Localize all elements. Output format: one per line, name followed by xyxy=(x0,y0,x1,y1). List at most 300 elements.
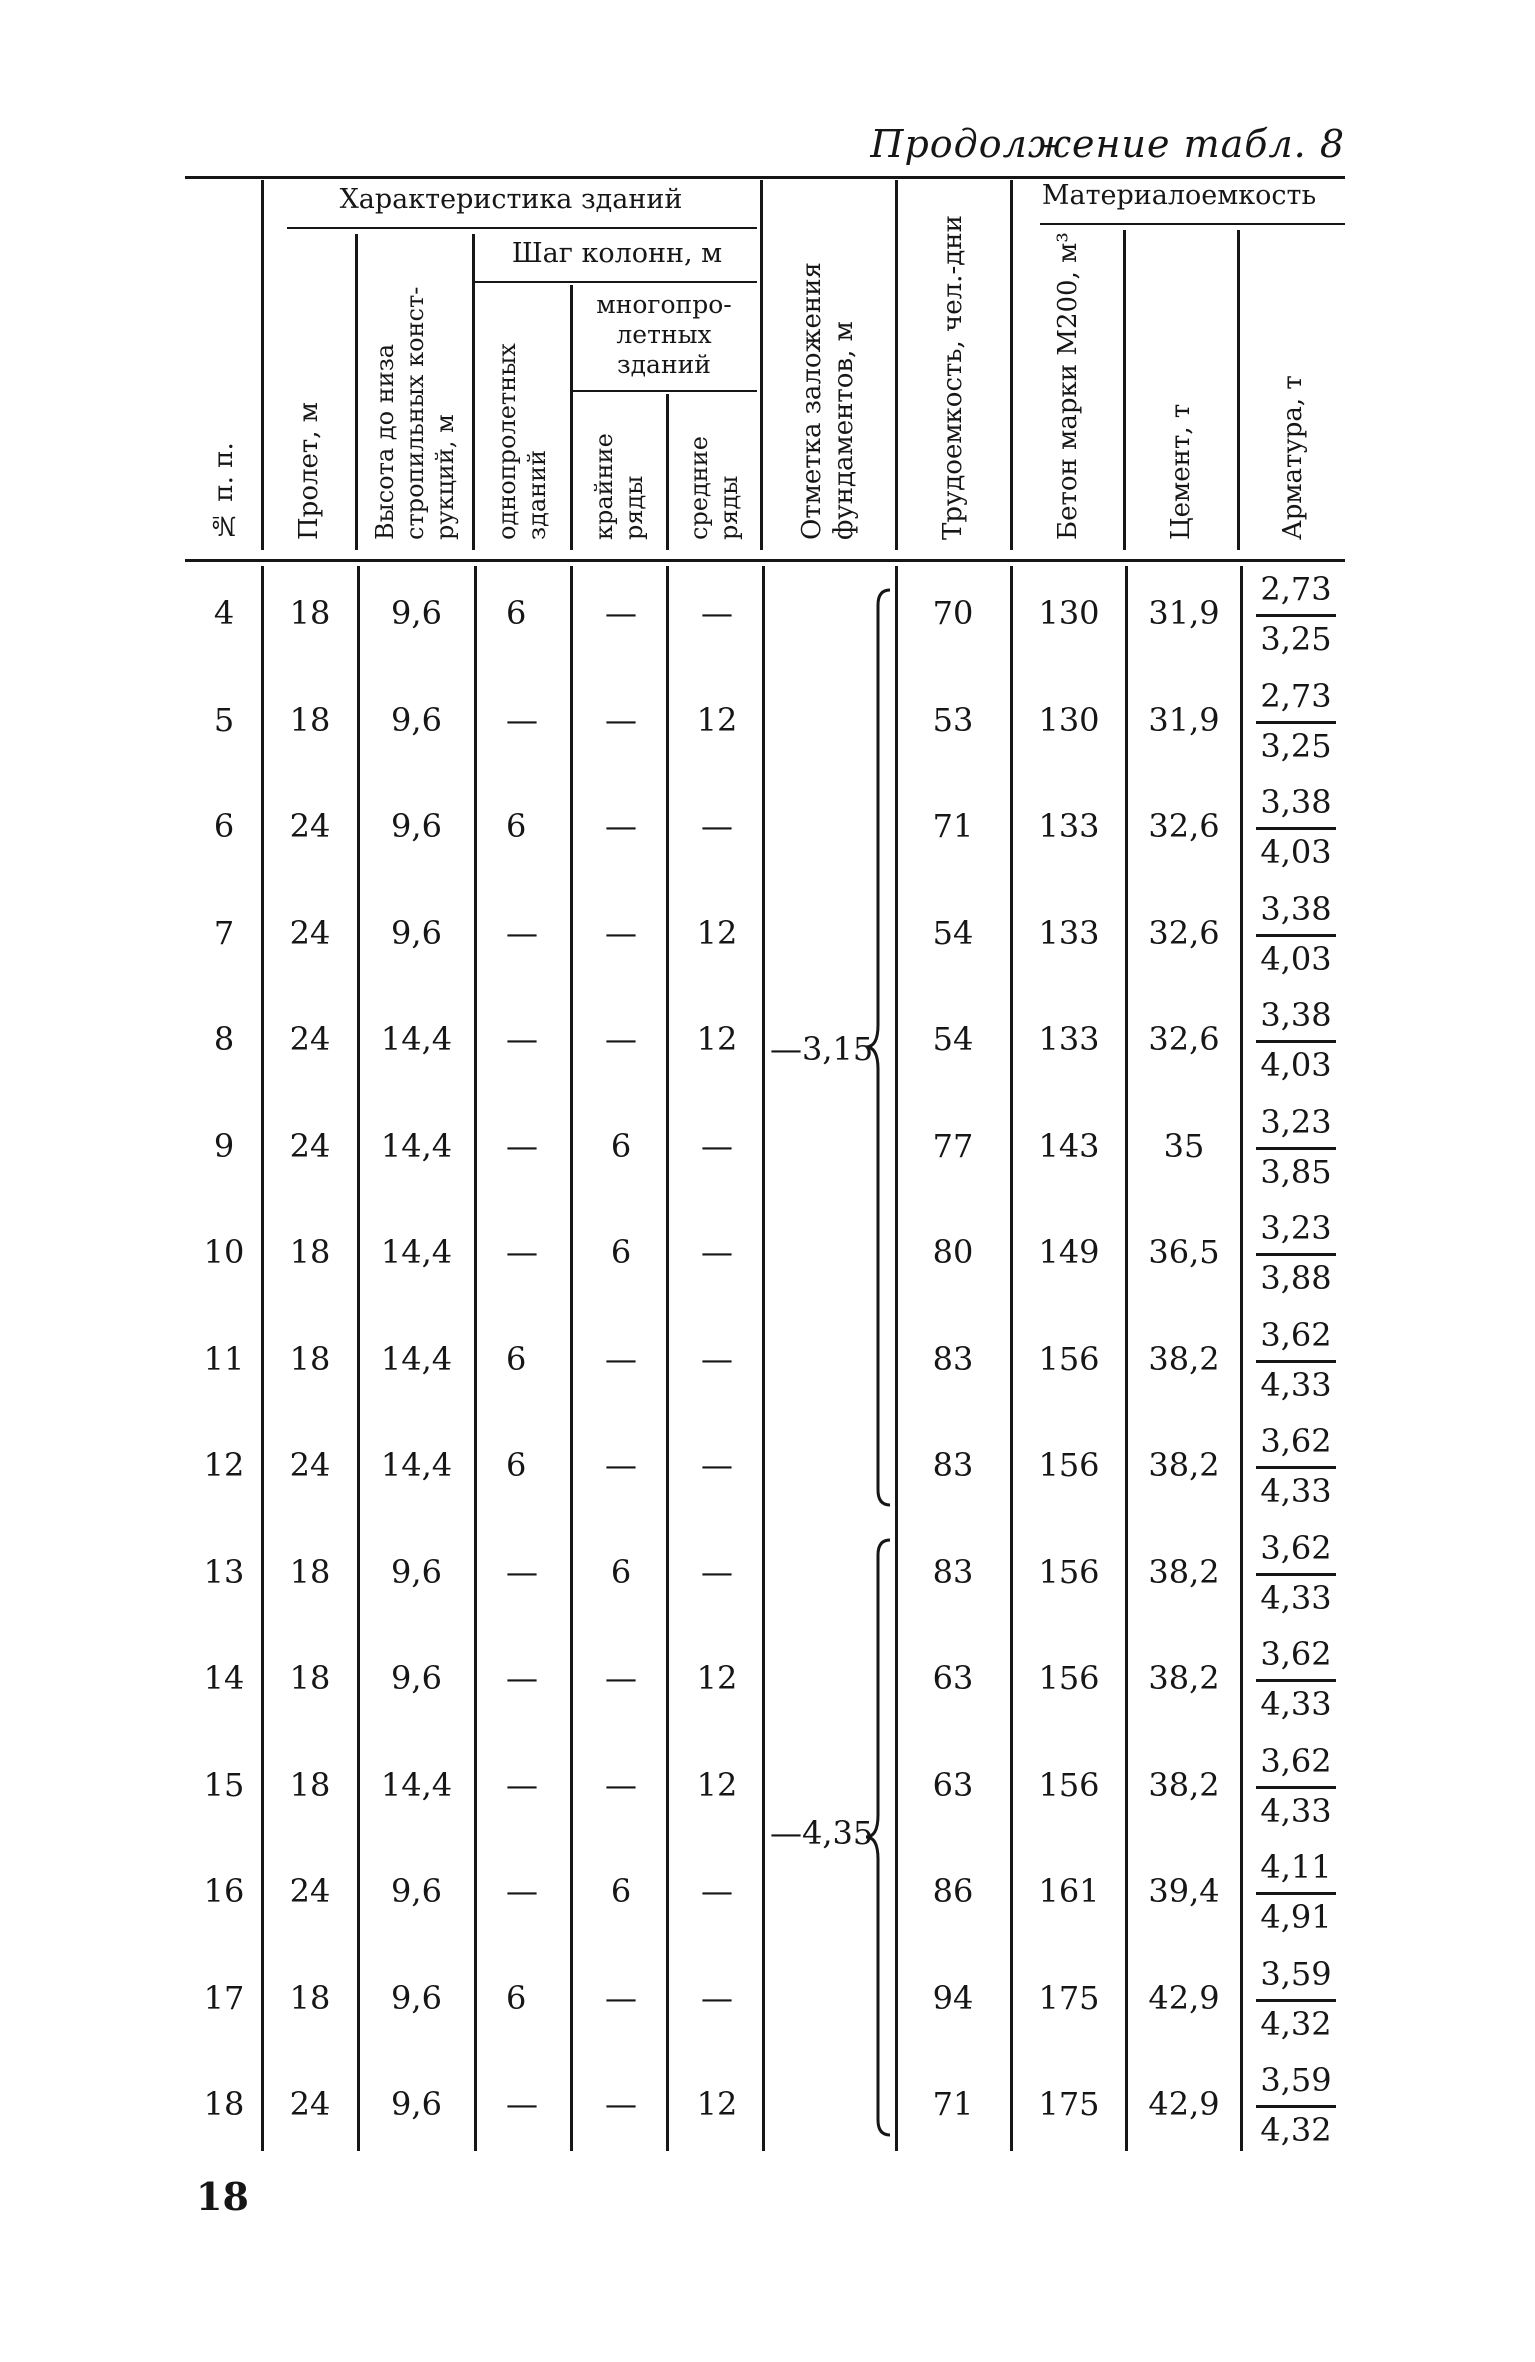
cell-concrete xyxy=(1015,1838,1123,1944)
cell-cement xyxy=(1130,986,1238,1092)
cell-cement xyxy=(1130,1625,1238,1731)
cell-num xyxy=(190,1306,258,1412)
cell-height xyxy=(364,667,469,773)
cell-single-span-value: — xyxy=(506,913,538,952)
rebar-denominator: 3,85 xyxy=(1260,1152,1332,1191)
cell-cement xyxy=(1130,773,1238,879)
cell-num xyxy=(190,773,258,879)
cell-middle-rows-value: 12 xyxy=(696,700,738,739)
cell-single-span-value: 6 xyxy=(506,594,527,632)
cell-rebar xyxy=(1256,568,1336,661)
cell-cement xyxy=(1130,880,1238,986)
rebar-denominator: 3,25 xyxy=(1260,726,1332,765)
cell-concrete xyxy=(1015,560,1123,666)
cell-height xyxy=(364,2051,469,2157)
cell-middle-rows-value: — xyxy=(701,1233,733,1271)
body-divider xyxy=(357,566,360,2151)
cell-height-value: 9,6 xyxy=(391,807,442,845)
cell-outer-rows-value: 6 xyxy=(610,1126,632,1165)
rebar-denominator: 4,32 xyxy=(1260,2111,1332,2149)
cell-single-span xyxy=(482,773,592,879)
cell-outer-rows-value: — xyxy=(605,1659,637,1697)
cell-num-value: 7 xyxy=(213,913,235,952)
cell-concrete xyxy=(1015,1732,1123,1838)
cell-span xyxy=(266,1093,354,1199)
cell-concrete xyxy=(1015,880,1123,986)
cell-outer-rows xyxy=(577,667,665,773)
cell-outer-rows xyxy=(577,1093,665,1199)
cell-num-value: 11 xyxy=(203,1339,245,1378)
group-rule-step xyxy=(475,281,757,283)
cell-outer-rows-value: 6 xyxy=(610,1872,632,1910)
cell-rebar xyxy=(1256,675,1336,768)
cell-labor xyxy=(900,560,1006,666)
cell-middle-rows xyxy=(673,986,761,1092)
cell-num xyxy=(190,1945,258,2051)
cell-concrete-value: 156 xyxy=(1038,1659,1100,1697)
cell-labor-value: 53 xyxy=(932,700,974,739)
rebar-denominator: 4,03 xyxy=(1260,833,1332,871)
cell-middle-rows xyxy=(673,560,761,666)
cell-single-span xyxy=(482,1093,592,1199)
cell-labor-value: 70 xyxy=(932,594,974,632)
cell-height xyxy=(364,1199,469,1305)
cell-single-span-value: — xyxy=(506,1126,538,1165)
cell-height-value: 9,6 xyxy=(391,594,442,632)
cell-outer-rows-value: — xyxy=(605,807,637,845)
cell-concrete xyxy=(1015,1199,1123,1305)
cell-concrete-value: 175 xyxy=(1038,1978,1100,2017)
cell-middle-rows xyxy=(673,2051,761,2157)
cell-single-span xyxy=(482,1945,592,2051)
header-foundation: Отметка заложения фундаментов, м xyxy=(797,262,859,540)
cell-outer-rows xyxy=(577,2051,665,2157)
header-outer-rows: крайние ряды xyxy=(590,433,648,540)
cell-rebar xyxy=(1256,1846,1336,1939)
cell-labor-value: 63 xyxy=(932,1765,974,1804)
cell-single-span-value: 6 xyxy=(506,1339,527,1378)
cell-span xyxy=(266,1519,354,1625)
header-multi-span: многопро- летных зданий xyxy=(596,290,732,379)
cell-labor xyxy=(900,1199,1006,1305)
group-rule-buildings xyxy=(287,227,757,229)
cell-single-span-value: — xyxy=(506,1765,538,1804)
header-divider xyxy=(760,180,763,550)
cell-cement-value: 35 xyxy=(1163,1126,1205,1165)
cell-span xyxy=(266,1625,354,1731)
cell-height-value: 14,4 xyxy=(380,1126,453,1165)
cell-height-value: 14,4 xyxy=(380,1446,453,1484)
cell-single-span xyxy=(482,1306,592,1412)
cell-single-span-value: — xyxy=(506,1020,538,1058)
cell-height-value: 9,6 xyxy=(391,700,442,739)
cell-span xyxy=(266,880,354,986)
cell-cement xyxy=(1130,1093,1238,1199)
rebar-numerator: 3,62 xyxy=(1256,1527,1336,1576)
header-rebar: Арматура, т xyxy=(1278,375,1308,540)
group-rule-multi xyxy=(572,390,757,392)
cell-num xyxy=(190,1732,258,1838)
cell-labor xyxy=(900,880,1006,986)
cell-num xyxy=(190,986,258,1092)
cell-span-value: 24 xyxy=(289,1020,331,1058)
cell-single-span xyxy=(482,1519,592,1625)
cell-middle-rows xyxy=(673,1306,761,1412)
cell-middle-rows-value: — xyxy=(701,1552,733,1591)
rebar-numerator: 2,73 xyxy=(1256,675,1336,724)
cell-single-span xyxy=(482,1732,592,1838)
body-divider xyxy=(261,566,264,2151)
cell-cement-value: 31,9 xyxy=(1148,700,1220,739)
header-height: Высота до низа стропильных конст- рукций, м xyxy=(371,286,459,540)
cell-rebar xyxy=(1256,1527,1336,1620)
cell-span xyxy=(266,1412,354,1518)
cell-rebar xyxy=(1256,2059,1336,2152)
cell-middle-rows-value: — xyxy=(701,1872,733,1910)
cell-cement-value: 38,2 xyxy=(1148,1339,1220,1378)
rebar-numerator: 3,59 xyxy=(1256,1953,1336,2002)
cell-outer-rows xyxy=(577,1306,665,1412)
cell-concrete-value: 156 xyxy=(1038,1446,1100,1484)
cell-labor xyxy=(900,1625,1006,1731)
header-column-step: Шаг колонн, м xyxy=(511,238,723,269)
cell-outer-rows xyxy=(577,1412,665,1518)
cell-num xyxy=(190,667,258,773)
cell-height-value: 14,4 xyxy=(380,1339,453,1378)
cell-middle-rows xyxy=(673,880,761,986)
header-single-span: однопролетных зданий xyxy=(493,343,551,540)
cell-outer-rows xyxy=(577,986,665,1092)
cell-concrete xyxy=(1015,1625,1123,1731)
cell-span-value: 24 xyxy=(289,1446,331,1484)
cell-height-value: 14,4 xyxy=(380,1765,453,1804)
cell-middle-rows-value: — xyxy=(701,807,733,845)
header-divider xyxy=(1123,230,1126,550)
cell-cement xyxy=(1130,1732,1238,1838)
rebar-denominator: 3,25 xyxy=(1260,620,1332,658)
cell-middle-rows xyxy=(673,1945,761,2051)
cell-cement-value: 32,6 xyxy=(1148,1020,1220,1058)
cell-labor xyxy=(900,667,1006,773)
cell-num xyxy=(190,1093,258,1199)
cell-span-value: 18 xyxy=(289,1978,331,2017)
cell-middle-rows-value: 12 xyxy=(696,1765,738,1804)
cell-middle-rows xyxy=(673,1412,761,1518)
cell-span xyxy=(266,1732,354,1838)
cell-cement-value: 42,9 xyxy=(1148,1978,1220,2017)
cell-rebar xyxy=(1256,888,1336,981)
body-divider xyxy=(474,566,477,2151)
header-divider xyxy=(1010,180,1013,550)
cell-height xyxy=(364,1945,469,2051)
cell-span xyxy=(266,986,354,1092)
body-divider xyxy=(1010,566,1013,2151)
cell-outer-rows-value: — xyxy=(605,594,637,632)
rebar-denominator: 4,32 xyxy=(1260,2004,1332,2043)
cell-middle-rows xyxy=(673,1093,761,1199)
cell-cement-value: 38,2 xyxy=(1148,1765,1220,1804)
rebar-denominator: 4,33 xyxy=(1260,1472,1332,1510)
cell-middle-rows-value: — xyxy=(701,1126,733,1165)
cell-middle-rows-value: 12 xyxy=(696,2085,738,2123)
body-divider xyxy=(762,566,765,2151)
cell-cement xyxy=(1130,1838,1238,1944)
cell-rebar xyxy=(1256,1953,1336,2046)
cell-middle-rows xyxy=(673,1519,761,1625)
cell-span xyxy=(266,1838,354,1944)
cell-cement-value: 42,9 xyxy=(1148,2085,1220,2123)
cell-height xyxy=(364,1519,469,1625)
cell-span xyxy=(266,1306,354,1412)
rebar-numerator: 3,23 xyxy=(1256,1101,1336,1150)
header-middle-rows: средние ряды xyxy=(685,436,743,540)
cell-height-value: 9,6 xyxy=(391,913,442,952)
cell-outer-rows xyxy=(577,1625,665,1731)
cell-labor xyxy=(900,1519,1006,1625)
cell-num-value: 8 xyxy=(213,1020,235,1058)
header-divider xyxy=(666,394,669,550)
cell-num-value: 9 xyxy=(213,1126,235,1165)
cell-labor xyxy=(900,1093,1006,1199)
cell-cement xyxy=(1130,560,1238,666)
cell-cement xyxy=(1130,1519,1238,1625)
cell-outer-rows-value: — xyxy=(605,1446,637,1484)
header-divider xyxy=(1237,230,1240,550)
cell-cement xyxy=(1130,1945,1238,2051)
cell-num-value: 5 xyxy=(213,700,235,739)
cell-outer-rows xyxy=(577,880,665,986)
cell-cement xyxy=(1130,1199,1238,1305)
cell-span xyxy=(266,667,354,773)
header-num: № п. п. xyxy=(209,442,239,540)
header-group-buildings: Характеристика зданий xyxy=(339,184,683,215)
cell-cement xyxy=(1130,1412,1238,1518)
cell-num-value: 18 xyxy=(203,2085,245,2123)
cell-cement xyxy=(1130,1306,1238,1412)
cell-outer-rows-value: — xyxy=(605,1978,637,2017)
cell-num-value: 6 xyxy=(213,807,235,845)
cell-single-span-value: — xyxy=(506,1659,538,1697)
cell-outer-rows xyxy=(577,773,665,879)
cell-height xyxy=(364,773,469,879)
body-divider xyxy=(666,566,669,2151)
rebar-denominator: 4,33 xyxy=(1260,1578,1332,1617)
cell-concrete-value: 156 xyxy=(1038,1339,1100,1378)
cell-middle-rows-value: 12 xyxy=(696,913,738,952)
cell-labor-value: 54 xyxy=(932,1020,974,1058)
cell-span-value: 18 xyxy=(289,1765,331,1804)
group-rule-materials xyxy=(1040,223,1345,225)
cell-span-value: 18 xyxy=(289,1552,331,1591)
rebar-numerator: 3,23 xyxy=(1256,1207,1336,1256)
cell-span-value: 18 xyxy=(289,700,331,739)
cell-single-span xyxy=(482,1625,592,1731)
cell-outer-rows xyxy=(577,1945,665,2051)
cell-concrete xyxy=(1015,2051,1123,2157)
cell-outer-rows-value: — xyxy=(605,1339,637,1378)
cell-height xyxy=(364,1732,469,1838)
cell-concrete xyxy=(1015,1412,1123,1518)
header-divider xyxy=(895,180,898,550)
cell-span xyxy=(266,1945,354,2051)
header-divider xyxy=(261,180,264,550)
rebar-denominator: 4,33 xyxy=(1260,1791,1332,1830)
cell-num-value: 14 xyxy=(203,1659,245,1697)
cell-labor-value: 71 xyxy=(932,807,974,845)
cell-cement xyxy=(1130,667,1238,773)
table-caption: Продолжение табл. 8 xyxy=(870,122,1345,166)
cell-concrete-value: 133 xyxy=(1038,807,1100,845)
cell-outer-rows xyxy=(577,1199,665,1305)
cell-middle-rows xyxy=(673,1625,761,1731)
cell-num xyxy=(190,880,258,986)
cell-height-value: 9,6 xyxy=(391,1659,442,1697)
cell-labor xyxy=(900,986,1006,1092)
cell-cement-value: 32,6 xyxy=(1148,807,1220,845)
cell-height xyxy=(364,1093,469,1199)
cell-span-value: 18 xyxy=(289,1659,331,1697)
cell-rebar xyxy=(1256,994,1336,1087)
cell-middle-rows-value: — xyxy=(701,1978,733,2017)
cell-num xyxy=(190,1519,258,1625)
cell-single-span-value: — xyxy=(506,1552,538,1591)
cell-num xyxy=(190,1412,258,1518)
header-cement: Цемент, т xyxy=(1166,403,1196,540)
cell-labor xyxy=(900,1412,1006,1518)
header-divider xyxy=(570,285,573,550)
cell-num xyxy=(190,560,258,666)
cell-single-span-value: 6 xyxy=(506,1446,527,1484)
cell-single-span xyxy=(482,1412,592,1518)
cell-num-value: 13 xyxy=(203,1552,245,1591)
cell-outer-rows-value: — xyxy=(605,700,637,739)
cell-span xyxy=(266,2051,354,2157)
cell-span-value: 24 xyxy=(289,913,331,952)
rebar-denominator: 4,03 xyxy=(1260,939,1332,978)
cell-cement-value: 38,2 xyxy=(1148,1552,1220,1591)
cell-num xyxy=(190,1199,258,1305)
cell-span-value: 24 xyxy=(289,2085,331,2123)
cell-rebar xyxy=(1256,1207,1336,1300)
cell-outer-rows-value: — xyxy=(605,913,637,952)
cell-concrete-value: 156 xyxy=(1038,1765,1100,1804)
rebar-numerator: 2,73 xyxy=(1256,568,1336,617)
cell-middle-rows xyxy=(673,773,761,879)
cell-num xyxy=(190,1625,258,1731)
cell-concrete xyxy=(1015,773,1123,879)
cell-rebar xyxy=(1256,1314,1336,1407)
rebar-numerator: 3,59 xyxy=(1256,2059,1336,2108)
table-top-rule xyxy=(185,176,1345,179)
rebar-numerator: 3,62 xyxy=(1256,1314,1336,1363)
rebar-denominator: 4,33 xyxy=(1260,1685,1332,1723)
cell-span-value: 18 xyxy=(289,594,331,632)
cell-labor-value: 86 xyxy=(932,1872,974,1910)
cell-rebar xyxy=(1256,1101,1336,1194)
cell-labor xyxy=(900,1306,1006,1412)
rebar-denominator: 3,88 xyxy=(1260,1259,1332,1297)
rebar-denominator: 4,91 xyxy=(1260,1898,1332,1936)
cell-concrete-value: 149 xyxy=(1038,1233,1100,1271)
cell-height-value: 9,6 xyxy=(391,1978,442,2017)
cell-cement-value: 32,6 xyxy=(1148,913,1220,952)
cell-outer-rows xyxy=(577,1519,665,1625)
cell-single-span xyxy=(482,1838,592,1944)
cell-labor-value: 83 xyxy=(932,1446,974,1484)
cell-outer-rows-value: 6 xyxy=(610,1233,632,1271)
cell-labor-value: 54 xyxy=(932,913,974,952)
cell-labor-value: 63 xyxy=(932,1659,974,1697)
cell-concrete xyxy=(1015,1519,1123,1625)
cell-height xyxy=(364,1838,469,1944)
cell-single-span-value: — xyxy=(506,1233,538,1271)
cell-cement-value: 38,2 xyxy=(1148,1446,1220,1484)
cell-num-value: 17 xyxy=(203,1978,245,2017)
cell-outer-rows xyxy=(577,560,665,666)
header-divider xyxy=(472,234,475,550)
header-labor: Трудоемкость, чел.-дни xyxy=(938,215,968,540)
cell-outer-rows xyxy=(577,1838,665,1944)
cell-concrete xyxy=(1015,1306,1123,1412)
header-group-materials: Материалоемкость xyxy=(1041,180,1317,211)
cell-labor-value: 71 xyxy=(932,2085,974,2123)
cell-cement-value: 39,4 xyxy=(1148,1872,1220,1910)
rebar-numerator: 3,38 xyxy=(1256,781,1336,830)
cell-labor xyxy=(900,2051,1006,2157)
header-span: Пролет, м xyxy=(294,401,324,540)
foundation-mark-2: —4,35 xyxy=(770,1814,874,1852)
cell-num-value: 12 xyxy=(203,1446,245,1484)
cell-rebar xyxy=(1256,1420,1336,1513)
cell-middle-rows xyxy=(673,667,761,773)
rebar-numerator: 3,38 xyxy=(1256,888,1336,937)
cell-height xyxy=(364,986,469,1092)
cell-cement-value: 36,5 xyxy=(1148,1233,1220,1271)
cell-rebar xyxy=(1256,781,1336,874)
header-divider xyxy=(355,234,358,550)
cell-labor-value: 80 xyxy=(932,1233,974,1271)
cell-concrete-value: 143 xyxy=(1038,1126,1100,1165)
cell-single-span xyxy=(482,880,592,986)
body-divider xyxy=(1125,566,1128,2151)
cell-height-value: 9,6 xyxy=(391,1872,442,1910)
cell-labor xyxy=(900,773,1006,879)
cell-labor xyxy=(900,1732,1006,1838)
cell-middle-rows xyxy=(673,1732,761,1838)
cell-span-value: 24 xyxy=(289,1872,331,1910)
cell-concrete xyxy=(1015,1093,1123,1199)
cell-num-value: 4 xyxy=(213,594,235,632)
cell-single-span-value: — xyxy=(506,1872,538,1910)
cell-labor-value: 94 xyxy=(932,1978,974,2017)
cell-concrete-value: 175 xyxy=(1038,2085,1100,2123)
cell-height-value: 9,6 xyxy=(391,2085,442,2123)
cell-num-value: 16 xyxy=(203,1872,245,1910)
cell-span-value: 18 xyxy=(289,1339,331,1378)
rebar-numerator: 3,38 xyxy=(1256,994,1336,1043)
cell-height-value: 14,4 xyxy=(380,1020,453,1058)
cell-height-value: 9,6 xyxy=(391,1552,442,1591)
cell-outer-rows-value: — xyxy=(605,1765,637,1804)
cell-single-span xyxy=(482,2051,592,2157)
cell-labor-value: 77 xyxy=(932,1126,974,1165)
cell-single-span-value: — xyxy=(506,2085,538,2123)
cell-single-span xyxy=(482,1199,592,1305)
cell-middle-rows-value: 12 xyxy=(696,1020,738,1058)
cell-cement-value: 31,9 xyxy=(1148,594,1220,632)
cell-height xyxy=(364,1306,469,1412)
header-concrete: Бетон марки М200, м³ xyxy=(1053,232,1083,540)
